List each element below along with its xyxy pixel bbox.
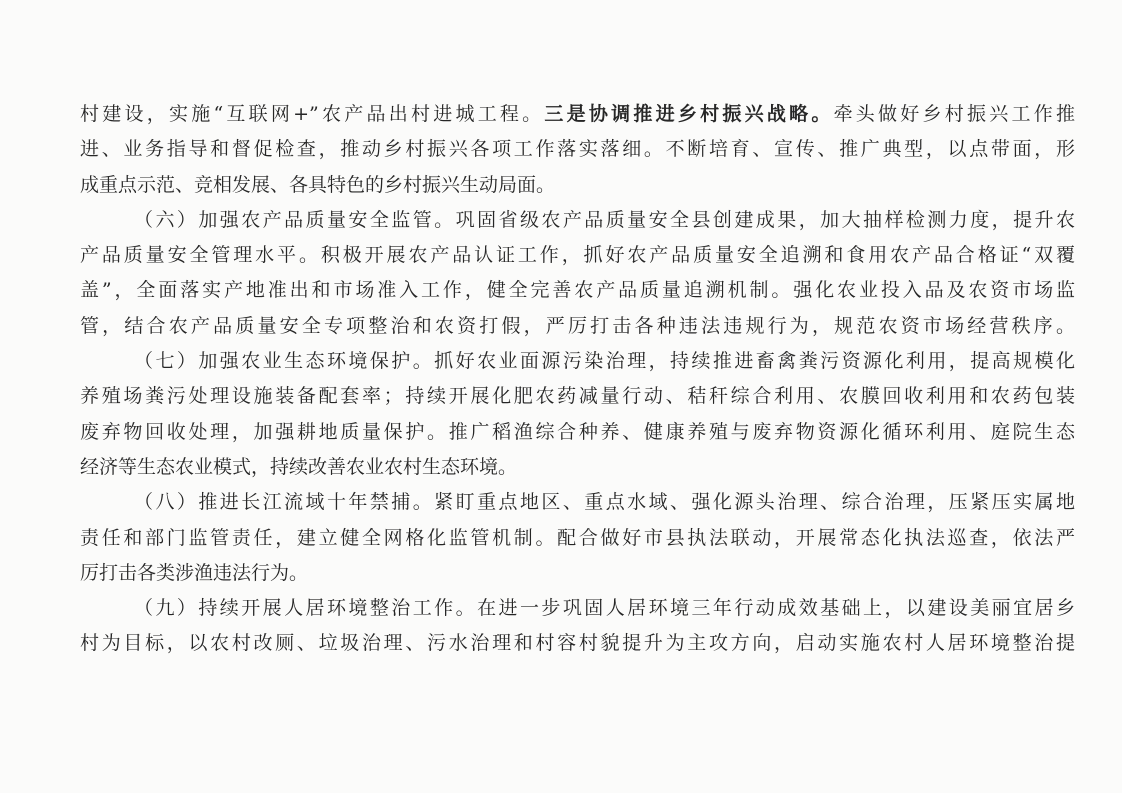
section-7-heading-line: （七）加强农业生态环境保护。抓好农业面源污染治理，持续推进畜禽粪污资源化利用，提高规模化 <box>134 350 1075 373</box>
text-line-10: 废弃物回收处理，加强耕地质量保护。推广稻渔综合种养、健康养殖与废弃物资源化循环利用、庭院生态 <box>80 420 1075 443</box>
text-line-11: 经济等生态农业模式，持续改善农业农村生态环境。 <box>80 455 518 478</box>
text-line-7: 管，结合农产品质量安全专项整治和农资打假，严厉打击各种违法违规行为，规范农资市场经营秩序。 <box>80 314 1075 337</box>
text-line-5: 产品质量安全管理水平。积极开展农产品认证工作，抓好农产品质量安全追溯和食用农产品合格证“双覆 <box>80 244 1075 267</box>
text-line-1 <box>80 97 1075 132</box>
text-line-14: 厉打击各类涉渔违法行为。 <box>80 561 309 584</box>
text-line-3: 成重点示范、竞相发展、各具特色的乡村振兴生动局面。 <box>80 173 556 196</box>
section-8-heading-line: （八）推进长江流域十年禁捕。紧盯重点地区、重点水域、强化源头治理、综合治理，压紧压实属地 <box>134 491 1075 514</box>
text-segment: 牵头做好乡村振兴工作推 <box>833 103 1075 125</box>
section-6-heading-line: （六）加强农产品质量安全监管。巩固省级农产品质量安全县创建成果，加大抽样检测力度，提升农 <box>134 208 1075 231</box>
text-line-6: 盖”，全面落实产地准出和市场准入工作，健全完善农产品质量追溯机制。强化农业投入品及农资市场监 <box>80 279 1075 302</box>
text-line-13: 责任和部门监管责任，建立健全网格化监管机制。配合做好市县执法联动，开展常态化执法巡查，依法严 <box>80 526 1075 549</box>
bold-heading: 三是协调推进乡村振兴战略。 <box>544 103 834 125</box>
text-line-16: 村为目标，以农村改厕、垃圾治理、污水治理和村容村貌提升为主攻方向，启动实施农村人居环境整治提 <box>80 632 1075 655</box>
text-line-9: 养殖场粪污处理设施装备配套率；持续开展化肥农药减量行动、秸秆综合利用、农膜回收利用和农药包装 <box>80 385 1075 408</box>
text-line-2: 进、业务指导和督促检查，推动乡村振兴各项工作落实落细。不断培育、宣传、推广典型，以点带面，形 <box>80 138 1075 161</box>
body-text <box>80 97 1075 662</box>
text-segment: 村建设，实施“互联网+”农产品出村进城工程。 <box>80 103 545 125</box>
section-9-heading-line: （九）持续开展人居环境整治工作。在进一步巩固人居环境三年行动成效基础上，以建设美丽宜居乡 <box>134 597 1075 620</box>
